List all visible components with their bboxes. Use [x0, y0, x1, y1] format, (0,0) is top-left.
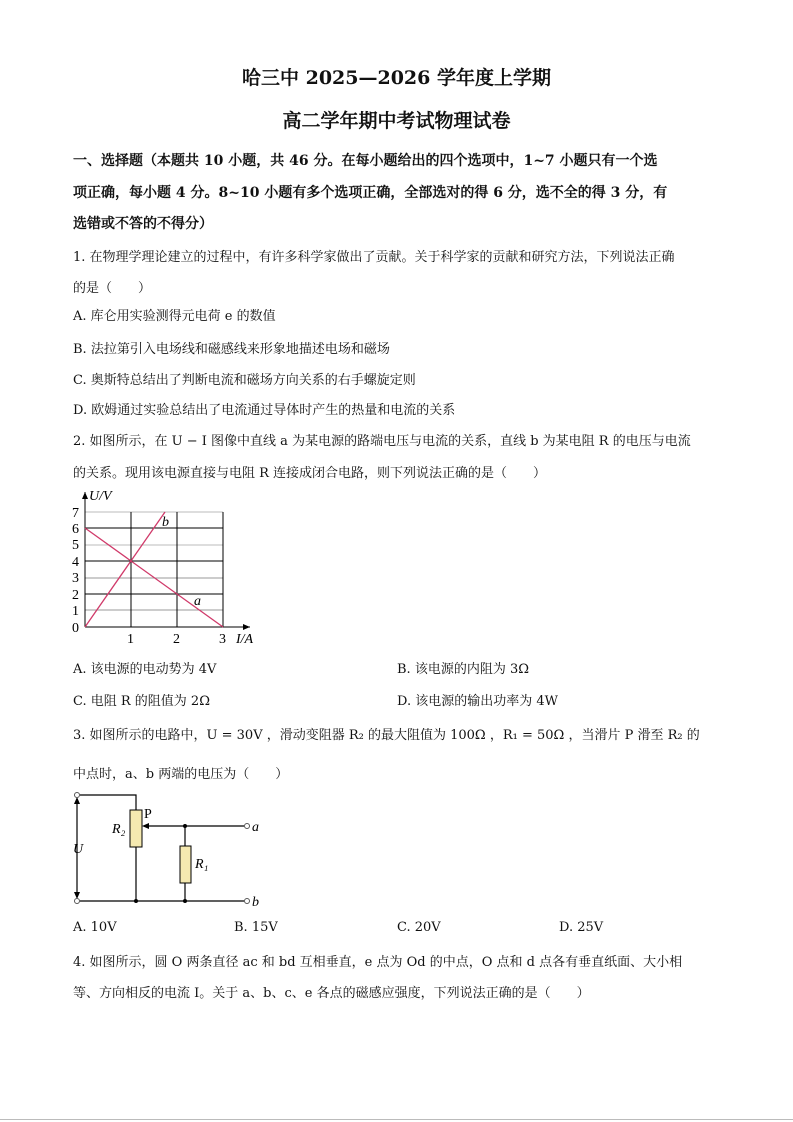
x-tick: 2 [173, 632, 180, 647]
label-u: U [73, 842, 84, 857]
q3-option-a: A. 10V [73, 920, 117, 935]
q1-option-c: C. 奥斯特总结出了判断电流和磁场方向关系的右手螺旋定则 [73, 373, 416, 388]
slider-arrow [142, 823, 149, 829]
terminal [75, 899, 80, 904]
circuit-diagram [60, 780, 280, 910]
question-2-text: 的关系。现用该电源直接与电阻 R 连接成闭合电路，则下列说法正确的是（ ） [73, 466, 547, 481]
question-3-text: 3. 如图所示的电路中，U = 30V ，滑动变阻器 R₂ 的最大阻值为 100Ω ，R₁ = 50Ω ，当滑片 P 滑至 R₂ 的 [73, 728, 700, 743]
section-heading-line: 一、选择题（本题共 10 小题，共 46 分。在每小题给出的四个选项中，1~7 小题只有一个选 [73, 153, 658, 169]
exam-title: 哈三中 2025—2026 学年度上学期 [242, 67, 551, 89]
y-tick: 5 [72, 538, 79, 553]
page-bottom-border [0, 1119, 793, 1120]
section-heading-line: 项正确，每小题 4 分。8~10 小题有多个选项正确，全部选对的得 6 分，选不全的得 3 分，有 [73, 185, 668, 201]
section-heading-line: 选错或不答的不得分） [73, 216, 213, 232]
y-tick: 0 [72, 621, 79, 636]
exam-subtitle: 高二学年期中考试物理试卷 [282, 110, 511, 132]
q2-option-b: B. 该电源的内阻为 3Ω [397, 662, 529, 677]
q2-option-c: C. 电阻 R 的阻值为 2Ω [73, 694, 210, 709]
x-tick: 3 [219, 632, 226, 647]
x-tick: 1 [127, 632, 134, 647]
question-4-text: 等、方向相反的电流 I。关于 a、b、c、e 各点的磁感应强度，下列说法正确的是（ ） [73, 986, 590, 1001]
terminal-a [245, 824, 250, 829]
line-a-label: a [194, 594, 201, 609]
q3-option-b: B. 15V [234, 920, 278, 935]
q3-option-c: C. 20V [397, 920, 441, 935]
question-3-text: 中点时，a、b 两端的电压为（ ） [73, 767, 289, 782]
terminal [75, 793, 80, 798]
label-b: b [252, 895, 259, 910]
y-tick: 1 [72, 604, 79, 619]
question-1-text: 的是（ ） [73, 281, 152, 296]
y-tick: 4 [72, 555, 79, 570]
q1-option-b: B. 法拉第引入电场线和磁感线来形象地描述电场和磁场 [73, 342, 390, 357]
q2-option-a: A. 该电源的电动势为 4V [73, 662, 217, 677]
q3-option-d: D. 25V [559, 920, 604, 935]
u-i-graph [60, 480, 280, 650]
label-a: a [252, 820, 259, 835]
question-4-text: 4. 如图所示，圆 O 两条直径 ac 和 bd 互相垂直，e 点为 Od 的中点，O 点和 d 点各有垂直纸面、大小相 [73, 955, 683, 970]
label-p: P [144, 807, 152, 822]
question-2-text: 2. 如图所示，在 U − I 图像中直线 a 为某电源的路端电压与电流的关系，直线 b 为某电阻 R 的电压与电流 [73, 434, 691, 449]
y-tick: 6 [72, 522, 79, 537]
y-tick: 3 [72, 571, 79, 586]
question-1-text: 1. 在物理学理论建立的过程中，有许多科学家做出了贡献。关于科学家的贡献和研究方法，下列说法正确 [73, 250, 675, 265]
line-b-label: b [162, 515, 169, 530]
q2-option-d: D. 该电源的输出功率为 4W [397, 694, 558, 709]
q1-option-a: A. 库仑用实验测得元电荷 e 的数值 [73, 309, 276, 324]
resistor-r2 [130, 810, 142, 847]
y-tick: 2 [72, 588, 79, 603]
resistor-r1 [180, 846, 191, 883]
y-tick: 7 [72, 506, 79, 521]
label-r1: R₁ [195, 857, 209, 872]
terminal-b [245, 899, 250, 904]
y-axis-label: U/V [89, 489, 112, 504]
q1-option-d: D. 欧姆通过实验总结出了电流通过导体时产生的热量和电流的关系 [73, 403, 456, 418]
label-r2: R₂ [112, 822, 126, 837]
x-axis-label: I/A [236, 632, 254, 647]
